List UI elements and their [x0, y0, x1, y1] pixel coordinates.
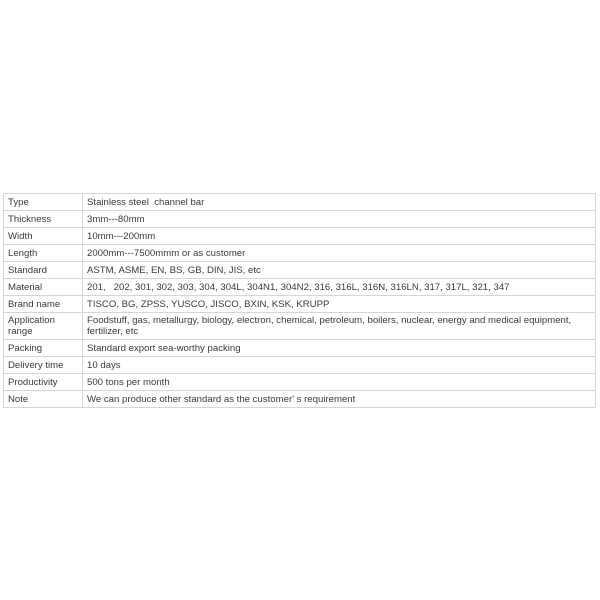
row-label-standard: Standard [4, 262, 83, 279]
row-value-standard: ASTM, ASME, EN, BS, GB, DIN, JIS, etc [83, 262, 596, 279]
row-label-material: Material [4, 279, 83, 296]
table-row [4, 391, 596, 408]
row-value-brand-name: TISCO, BG, ZPSS, YUSCO, JISCO, BXIN, KSK, KRUPP [83, 296, 596, 313]
row-value-packing: Standard export sea-worthy packing [83, 340, 596, 357]
table-row [4, 194, 596, 211]
row-value-length: 2000mm---7500mmm or as customer [83, 245, 596, 262]
table-row [4, 374, 596, 391]
table-row [4, 228, 596, 245]
row-label-type: Type [4, 194, 83, 211]
row-label-delivery-time: Delivery time [4, 357, 83, 374]
table-row [4, 211, 596, 228]
row-label-length: Length [4, 245, 83, 262]
table-row [4, 313, 596, 340]
row-value-note: We can produce other standard as the customer' s requirement [83, 391, 596, 408]
table-row [4, 340, 596, 357]
table-row [4, 279, 596, 296]
row-value-productivity: 500 tons per month [83, 374, 596, 391]
row-label-packing: Packing [4, 340, 83, 357]
row-value-type: Stainless steel channel bar [83, 194, 596, 211]
row-value-material: 201, 202, 301, 302, 303, 304, 304L, 304N1, 304N2, 316, 316L, 316N, 316LN, 317, 317L, 321, 347 [83, 279, 596, 296]
table-row [4, 262, 596, 279]
row-label-thickness: Thickness [4, 211, 83, 228]
row-value-delivery-time: 10 days [83, 357, 596, 374]
product-spec-table [3, 193, 596, 408]
table-row [4, 357, 596, 374]
row-value-application-range: Foodstuff, gas, metallurgy, biology, electron, chemical, petroleum, boilers, nuclear, energy and medical equipment, fertilizer, etc [83, 313, 596, 340]
row-label-productivity: Productivity [4, 374, 83, 391]
row-value-width: 10mm---200mm [83, 228, 596, 245]
row-label-width: Width [4, 228, 83, 245]
row-label-brand-name: Brand name [4, 296, 83, 313]
row-value-thickness: 3mm---80mm [83, 211, 596, 228]
table-row [4, 296, 596, 313]
row-label-note: Note [4, 391, 83, 408]
row-label-application-range: Application range [4, 313, 83, 340]
table-row [4, 245, 596, 262]
